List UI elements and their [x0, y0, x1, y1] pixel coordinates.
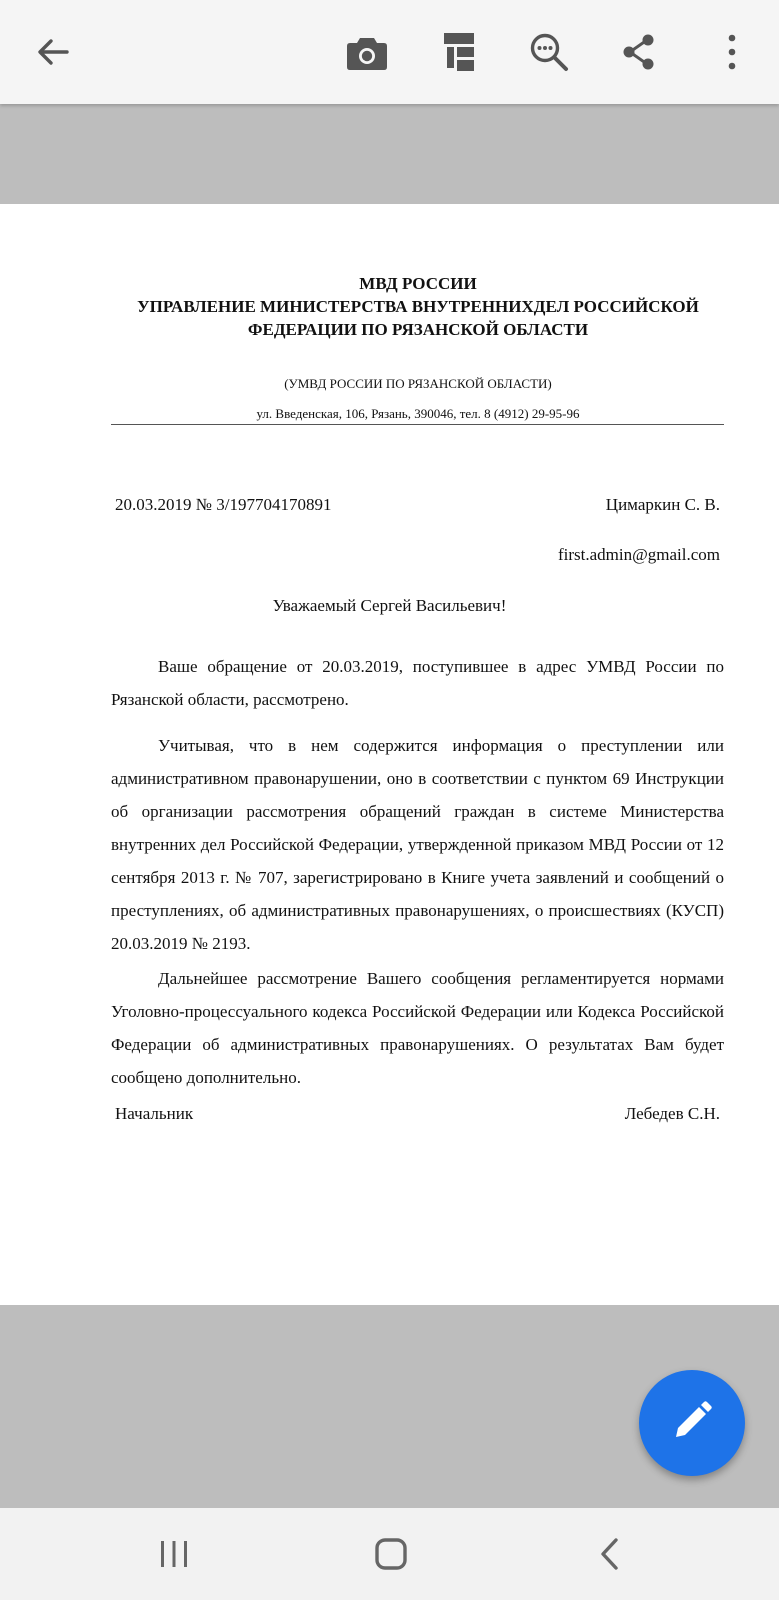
recipient-email: first.admin@gmail.com [557, 545, 720, 564]
header-abbreviation: (УМВД РОССИИ ПО РЯЗАНСКОЙ ОБЛАСТИ) [284, 376, 552, 391]
document-page [0, 204, 779, 1305]
signer-title: Начальник [115, 1104, 194, 1123]
camera-icon[interactable] [337, 22, 397, 82]
paragraph-1-text: Ваше обращение от 20.03.2019, поступившее в адрес УМВД России по Рязанской области, рассмотрено. [111, 657, 724, 709]
header-title: МВД РОССИИ [359, 274, 477, 293]
recipient-name: Цимаркин С. В. [605, 495, 720, 514]
back-icon[interactable] [575, 1526, 645, 1582]
reference-number: 20.03.2019 № 3/197704170891 [115, 495, 332, 514]
share-icon[interactable] [609, 22, 669, 82]
paragraph-1 [111, 650, 724, 716]
header-line-3: ФЕДЕРАЦИИ ПО РЯЗАНСКОЙ ОБЛАСТИ [247, 320, 589, 339]
recent-apps-icon[interactable] [139, 1526, 209, 1582]
paragraph-3-text: Дальнейшее рассмотрение Вашего сообщения регламентируется нормами Уголовно-процессуального кодекса Российской Федерации или Кодекса Российской Федерации об административных правонарушениях. О результатах Вам будет сообщено дополнительно. [111, 969, 724, 1087]
system-navigation-bar [0, 1508, 779, 1600]
arrow-back-icon[interactable] [23, 22, 83, 82]
viewer-background [0, 104, 779, 204]
top-toolbar [0, 0, 779, 104]
layout-icon[interactable] [429, 22, 489, 82]
pencil-edit-icon [670, 1399, 714, 1448]
paragraph-2-text: Учитывая, что в нем содержится информация о преступлении или административном правонарушении, оно в соответствии с пунктом 69 Инструкции об организации рассмотрения обращений граждан в системе Министерства внутренних дел Российской Федерации, утвержденной приказом МВД России от 12 сентября 2013 г. № 707, зарегистрировано в Книге учета заявлений и сообщений о преступлениях, об административных правонарушениях, о происшествиях (КУСП) 20.03.2019 № 2193. [111, 736, 724, 953]
edit-fab-button[interactable] [639, 1370, 745, 1476]
salutation: Уважаемый Сергей Васильевич! [272, 596, 507, 615]
search-icon[interactable] [519, 22, 579, 82]
home-icon[interactable] [356, 1526, 426, 1582]
header-divider [111, 424, 724, 425]
more-vertical-icon[interactable] [702, 22, 762, 82]
paragraph-3 [111, 962, 724, 1094]
header-line-2: УПРАВЛЕНИЕ МИНИСТЕРСТВА ВНУТРЕННИХДЕЛ РОССИЙСКОЙ [137, 297, 699, 316]
header-address: ул. Введенская, 106, Рязань, 390046, тел. 8 (4912) 29-95-96 [256, 406, 580, 421]
paragraph-2 [111, 729, 724, 960]
signer-name: Лебедев С.Н. [624, 1104, 720, 1123]
